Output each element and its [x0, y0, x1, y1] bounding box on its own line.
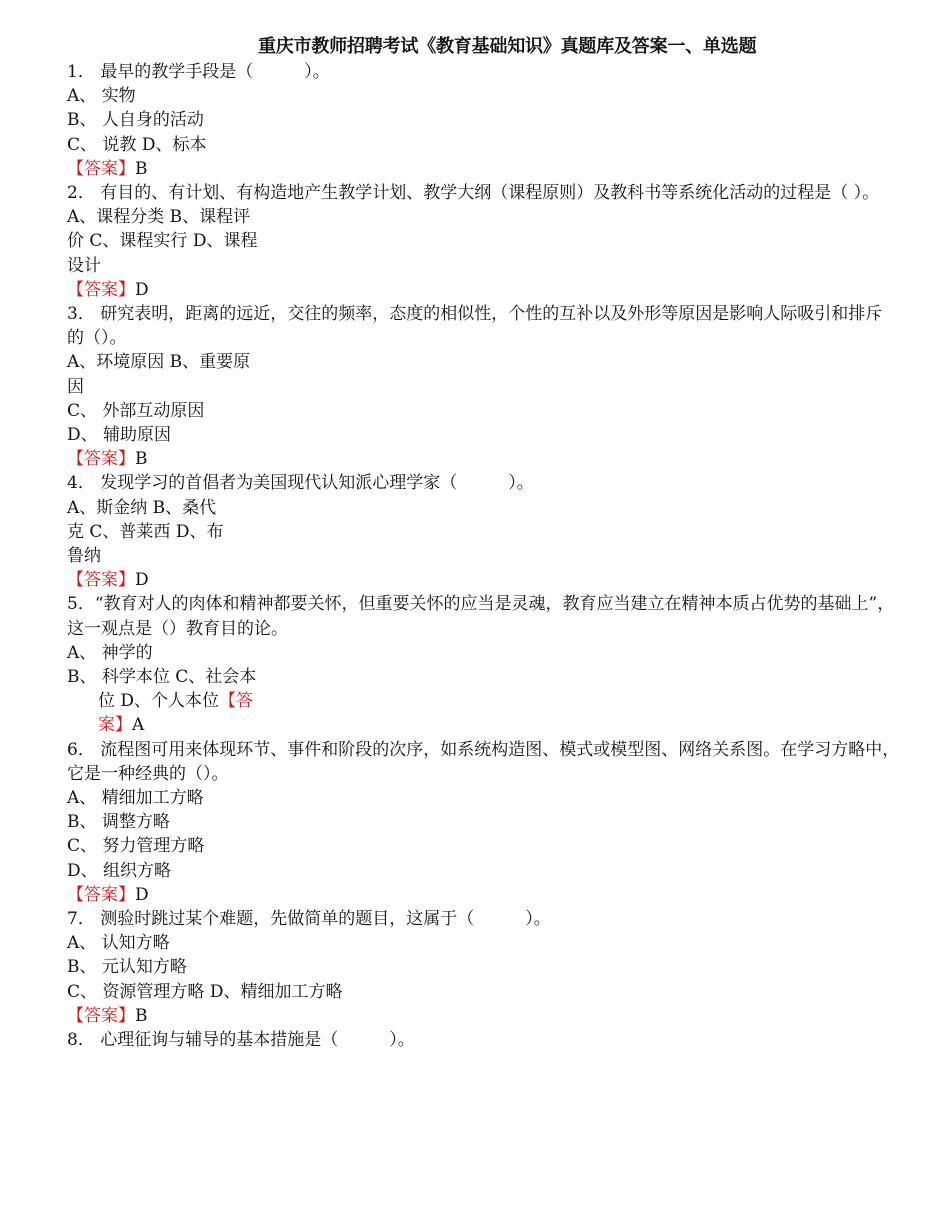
text-line: [67, 520, 223, 544]
text-line: [67, 84, 136, 108]
line-text: 位 D、个人本位: [98, 691, 220, 712]
text-line: [67, 350, 250, 374]
line-text: 这一观点是（）教育目的论。: [67, 618, 288, 639]
text-line: [67, 834, 204, 858]
line-text: 克 C、普莱西 D、布: [67, 521, 224, 542]
answer-line: [98, 713, 144, 737]
answer-label: 【答案】: [67, 158, 135, 179]
text-line: [67, 399, 204, 423]
answer-label: 【答案】: [67, 449, 135, 470]
text-line: [67, 641, 153, 665]
answer-line: [67, 447, 148, 471]
line-text: C、 说教 D、标本: [67, 134, 207, 155]
text-line: [67, 907, 551, 931]
line-text: 因: [67, 376, 84, 397]
line-text: B、 元认知方略: [67, 957, 187, 978]
line-text: B: [135, 1005, 148, 1026]
line-text: 设计: [67, 255, 101, 276]
text-line: [67, 955, 187, 979]
text-line: [67, 617, 288, 641]
answer-line: [67, 1004, 148, 1028]
line-text: 6． 流程图可用来体现环节、事件和阶段的次序，如系统构造图、模式或模型图、网络关系图。在学习方略中，: [67, 739, 900, 760]
line-text: B、 人自身的活动: [67, 110, 204, 131]
answer-line: [98, 689, 253, 713]
answer-label: 【答: [219, 691, 254, 712]
text-line: [67, 133, 206, 157]
line-text: D、 辅助原因: [67, 425, 172, 445]
text-line: [67, 423, 171, 447]
answer-line: [67, 568, 149, 592]
text-line: [67, 931, 170, 955]
answer-label: 案】: [98, 715, 132, 736]
line-text: C、 资源管理方略 D、精细加工方略: [67, 981, 343, 1002]
line-text: D: [135, 570, 149, 591]
line-text: A、斯金纳 B、桑代: [67, 497, 217, 518]
line-text: C、 努力管理方略: [67, 836, 205, 857]
text-line: [67, 762, 229, 786]
text-line: [67, 592, 894, 616]
line-text: A、 神学的: [67, 642, 153, 663]
line-text: D: [135, 279, 149, 300]
text-line: [67, 738, 899, 762]
line-text: B、 科学本位 C、社会本: [67, 667, 257, 687]
answer-line: [67, 883, 149, 907]
line-text: 2． 有目的、有计划、有构造地产生教学计划、教学大纲（课程原则）及教科书等系统化活动的过程是（ ）。: [67, 183, 880, 203]
text-line: [67, 326, 127, 350]
line-text: 8． 心理征询与辅导的基本措施是（ ）。: [67, 1030, 415, 1050]
line-text: B、 调整方略: [67, 812, 170, 833]
text-line: [67, 786, 204, 810]
text-line: [67, 859, 171, 883]
line-text: 3． 研究表明，距离的远近，交往的频率，态度的相似性，个性的互补以及外形等原因是影响人际吸引和排斥: [67, 304, 883, 324]
text-line: [67, 229, 257, 253]
line-text: A、 实物: [67, 86, 136, 107]
text-line: [67, 980, 342, 1004]
text-line: [67, 665, 256, 689]
text-line: [67, 254, 101, 278]
line-text: A、环境原因 B、重要原: [67, 352, 251, 373]
line-text: A、 精细加工方略: [67, 788, 204, 808]
answer-label: 【答案】: [67, 884, 135, 905]
line-text: A、 认知方略: [67, 933, 170, 954]
line-text: A: [132, 715, 145, 736]
text-line: [67, 205, 250, 229]
answer-line: [67, 157, 148, 181]
line-text: A、课程分类 B、课程评: [67, 207, 251, 228]
text-line: [67, 810, 170, 834]
line-text: 价 C、课程实行 D、课程: [67, 231, 258, 252]
line-text: D、 组织方略: [67, 860, 172, 881]
text-line: [67, 471, 534, 495]
line-text: 5．“教育对人的肉体和精神都要关怀，但重要关怀的应当是灵魂，教育应当建立在精神本质占优势的基础上”，: [67, 594, 895, 615]
line-text: 7． 测验时跳过某个难题，先做简单的题目，这属于（ ）。: [67, 909, 551, 929]
line-text: B: [135, 449, 148, 470]
text-line: [67, 181, 879, 205]
document-title: 重庆市教师招聘考试《教育基础知识》真题库及答案一、单选题: [258, 36, 757, 57]
text-line: [67, 1028, 415, 1052]
line-text: 鲁纳: [67, 546, 101, 566]
line-text: C、 外部互动原因: [67, 400, 205, 421]
text-line: [67, 544, 101, 568]
line-text: 它是一种经典的（）。: [67, 763, 229, 784]
text-line: [67, 375, 84, 399]
line-text: 的（）。: [67, 328, 127, 349]
text-line: [67, 60, 330, 84]
line-text: 4． 发现学习的首倡者为美国现代认知派心理学家（ ）。: [67, 473, 534, 494]
text-line: [67, 108, 204, 132]
answer-line: [67, 278, 149, 302]
answer-label: 【答案】: [67, 1005, 135, 1026]
line-text: 1． 最早的教学手段是（ ）。: [67, 62, 330, 82]
text-line: [67, 496, 216, 520]
answer-label: 【答案】: [67, 279, 135, 300]
text-line: [67, 302, 882, 326]
answer-label: 【答案】: [67, 570, 135, 591]
line-text: D: [135, 884, 149, 905]
line-text: B: [135, 158, 148, 179]
